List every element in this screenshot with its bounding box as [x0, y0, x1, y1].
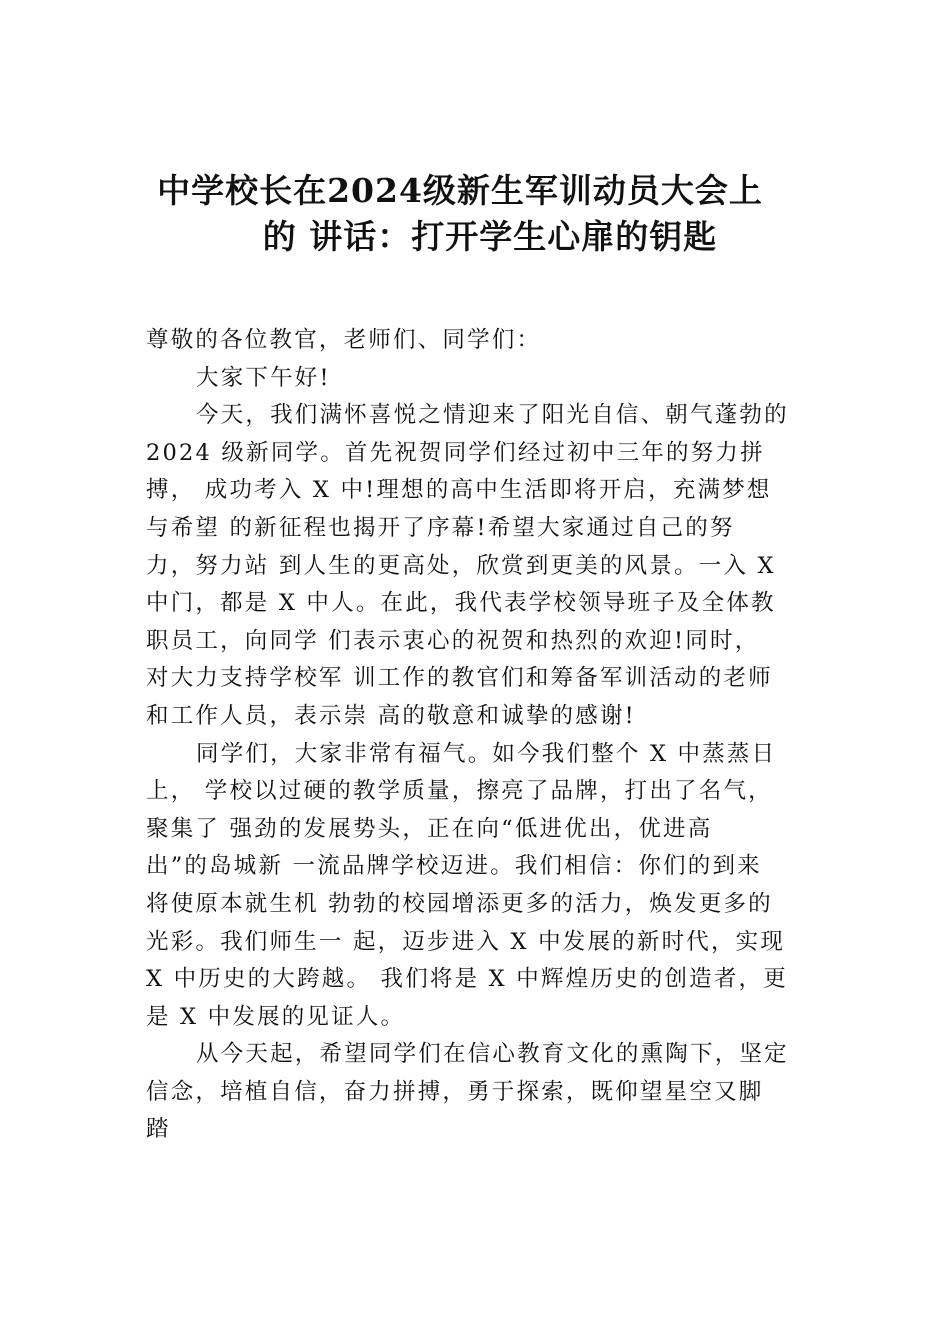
- paragraph-line: 是 X 中发展的见证人。: [146, 1003, 406, 1030]
- document-body: [146, 322, 818, 1149]
- salutation-line: 尊敬的各位教官，老师们、同学们：: [146, 327, 542, 353]
- paragraph-line: 与希望 的新征程也揭开了序幕!希望大家通过自己的努: [146, 514, 735, 541]
- paragraph-1: [146, 397, 818, 735]
- paragraph-line: 搏， 成功考入 X 中!理想的高中生活即将开启，充满梦想: [146, 477, 772, 504]
- paragraph-line: 同学们，大家非常有福气。如今我们整个 X 中蒸蒸日: [196, 740, 777, 767]
- greeting: [146, 360, 818, 398]
- paragraph-line: 2024 级新同学。首先祝贺同学们经过初中三年的努力拼: [146, 439, 765, 466]
- paragraph-line: 聚集了 强劲的发展势头，正在向“低进优出，优进高: [146, 815, 713, 842]
- salutation: [146, 322, 818, 360]
- title-line-1: 中学校长在2024级新生军训动员大会上: [157, 171, 763, 210]
- paragraph-2: [146, 736, 818, 1037]
- paragraph-line: 上， 学校以过硬的教学质量，擦亮了品牌，打出了名气，: [146, 778, 773, 805]
- paragraph-line: 踏: [146, 1116, 171, 1143]
- paragraph-line: 将使原本就生机 勃勃的校园增添更多的活力，焕发更多的: [146, 890, 773, 917]
- paragraph-line: 从今天起，希望同学们在信心教育文化的熏陶下，坚定: [196, 1041, 789, 1068]
- paragraph-line: 职员工，向同学 们表示衷心的祝贺和热烈的欢迎!同时，: [146, 627, 760, 654]
- paragraph-line: 今天，我们满怀喜悦之情迎来了阳光自信、朝气蓬勃的: [196, 402, 789, 429]
- paragraph-line: 和工作人员，表示崇 高的敬意和诚挚的感谢!: [146, 702, 636, 729]
- title-line-2: 的 讲话：打开学生心扉的钥匙: [262, 217, 718, 256]
- paragraph-line: 中门，都是 X 中人。在此，我代表学校领导班子及全体教: [146, 590, 776, 617]
- paragraph-line: 力，努力站 到人生的更高处，欣赏到更美的风景。一入 X: [146, 552, 776, 579]
- paragraph-3: [146, 1036, 818, 1149]
- document-title: [100, 168, 820, 260]
- paragraph-line: X 中历史的大跨越。 我们将是 X 中辉煌历史的创造者，更: [146, 966, 788, 993]
- paragraph-line: 信念，培植自信，奋力拼搏，勇于探索，既仰望星空又脚: [146, 1078, 764, 1105]
- paragraph-line: 光彩。我们师生一 起，迈步进入 X 中发展的新时代，实现: [146, 928, 786, 955]
- greeting-line: 大家下午好!: [196, 364, 331, 391]
- paragraph-line: 出”的岛城新 一流品牌学校迈进。我们相信：你们的到来: [146, 853, 762, 880]
- paragraph-line: 对大力支持学校军 训工作的教官们和筹备军训活动的老师: [146, 665, 773, 692]
